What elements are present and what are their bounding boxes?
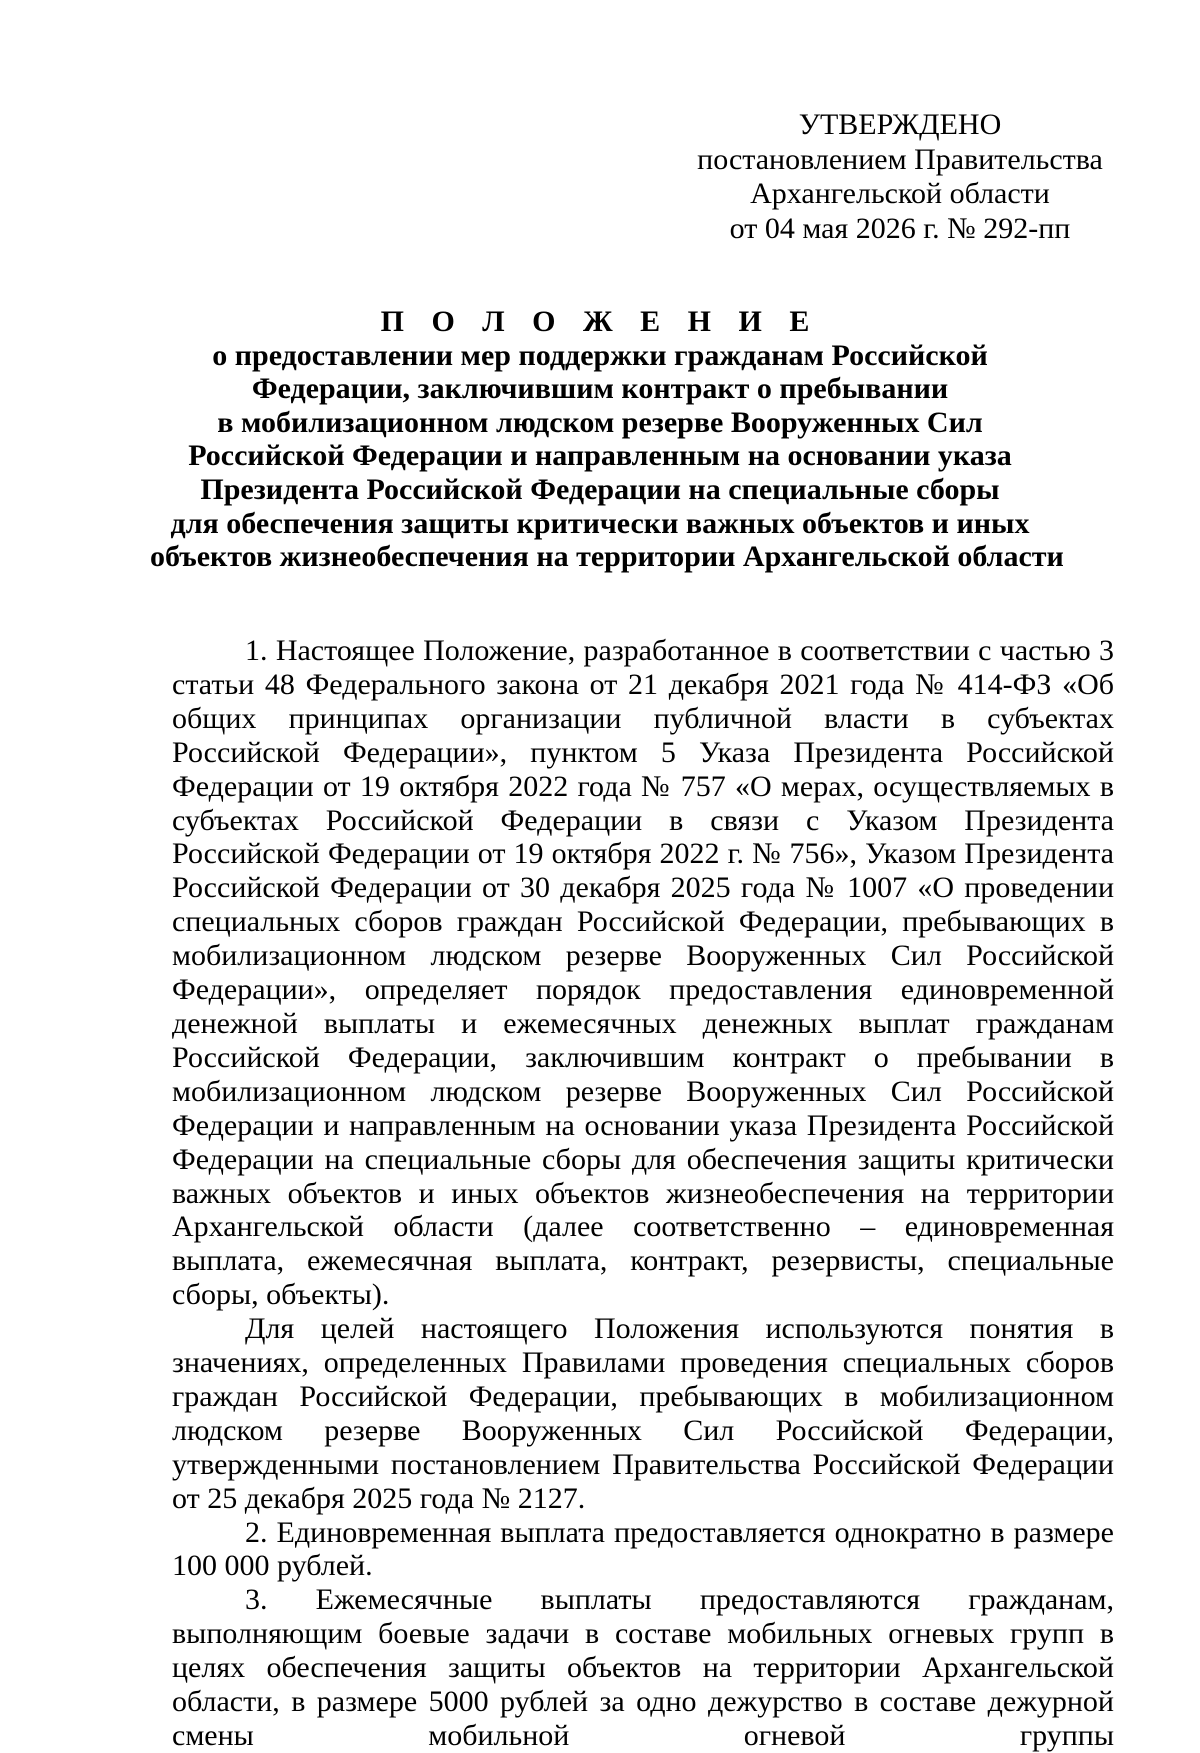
title-line: объектов жизнеобеспечения на территории Архангельской области bbox=[150, 540, 1064, 574]
paragraph-1: 1. Настоящее Положение, разработанное в соответствии с частью 3 статьи 48 Федерального закона от 21 декабря 2021 года № 414-ФЗ «Об общих принципах организации публичной власти в субъектах Российской Федерации», пунктом 5 Указа Президента Российской Федерации от 19 октября 2022 года № 757 «О мерах, осуществляемых в субъектах Российской Федерации в связи с Указом Президента Российской Федерации от 19 октября 2022 г. № 756», Указом Президента Российской Федерации от 30 декабря 2025 года № 1007 «О проведении специальных сборов граждан Российской Федерации, пребывающих в мобилизационном людском резерве Вооруженных Сил Российской Федерации», определяет порядок предоставления единовременной денежной выплаты и ежемесячных денежных выплат гражданам Российской Федерации, заключившим контракт о пребывании в мобилизационном людском резерве Вооруженных Сил Российской Федерации и направленным на основании указа Президента Российской Федерации на специальные сборы для обеспечения защиты критически важных объектов и иных объектов жизнеобеспечения на территории Архангельской области (далее соответственно – единовременная выплата, ежемесячная выплата, контракт, резервисты, специальные сборы, объекты). bbox=[172, 634, 1114, 1312]
title-line: для обеспечения защиты критически важных объектов и иных bbox=[170, 506, 1030, 540]
approval-stamp bbox=[690, 108, 1110, 246]
approval-resolution: постановлением Правительства bbox=[697, 142, 1103, 176]
approval-date-number: от 04 мая 2026 г. № 292-пп bbox=[729, 211, 1071, 245]
paragraph-3: 3. Ежемесячные выплаты предоставляются гражданам, выполняющим боевые задачи в составе мобильных огневых групп в целях обеспечения защиты объектов на территории Архангельской области, в размере 5000 рублей за одно дежурство в составе дежурной смены мобильной огневой группы bbox=[172, 1583, 1114, 1752]
document-title bbox=[150, 305, 1064, 574]
approval-region: Архангельской области bbox=[750, 177, 1050, 210]
paragraph-2: 2. Единовременная выплата предоставляется однократно в размере 100 000 рублей. bbox=[172, 1515, 1114, 1583]
paragraph-definitions: Для целей настоящего Положения используются понятия в значениях, определенных Правилами проведения специальных сборов граждан Российской Федерации, пребывающих в мобилизационном людском резерве Вооруженных Сил Российской Федерации, утвержденными постановлением Правительства Российской Федерации от 25 декабря 2025 года № 2127. bbox=[172, 1312, 1114, 1515]
title-heading: П О Л О Ж Е Н И Е bbox=[380, 305, 820, 338]
title-line: Российской Федерации и направленным на основании указа bbox=[188, 439, 1012, 473]
title-line: Федерации, заключившим контракт о пребывании bbox=[251, 372, 949, 406]
document-body bbox=[172, 634, 1114, 1753]
title-line: Президента Российской Федерации на специальные сборы bbox=[200, 472, 1000, 506]
title-line: о предоставлении мер поддержки гражданам Российской bbox=[212, 338, 988, 372]
approval-approved: УТВЕРЖДЕНО bbox=[798, 108, 1002, 141]
title-line: в мобилизационном людском резерве Вооруженных Сил bbox=[217, 405, 983, 439]
